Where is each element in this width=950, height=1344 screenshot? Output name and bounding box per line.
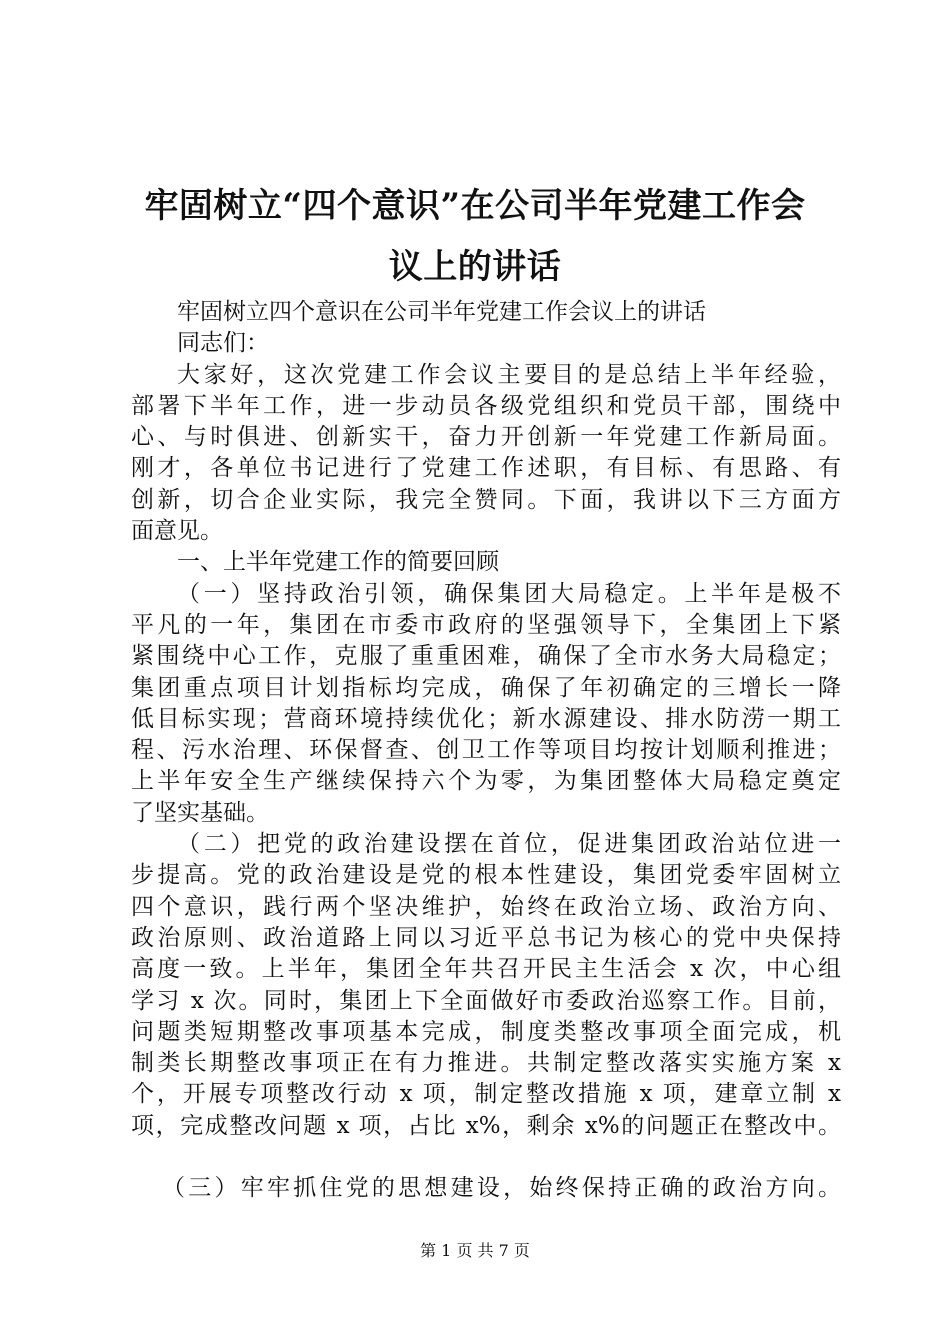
paragraph-line: 集团重点项目计划指标均完成，确保了年初确定的三增长一降 — [131, 674, 841, 701]
paragraph-line: 低目标实现；营商环境持续优化；新水源建设、排水防涝一期工 — [131, 705, 841, 732]
page-footer: 第 1 页 共 7 页 — [420, 1241, 530, 1260]
paragraph-line: 项，完成整改问题 x 项，占比 x%，剩余 x%的问题正在整改中。 — [131, 1112, 841, 1139]
paragraph-line: 政治原则、政治道路上同以习近平总书记为核心的党中央保持 — [131, 924, 841, 951]
paragraph-line: 大家好，这次党建工作会议主要目的是总结上半年经验， — [177, 361, 841, 388]
paragraph-line: 面意见。 — [131, 518, 223, 545]
paragraph-spacer — [131, 1142, 841, 1173]
document-title-line-1: 牢固树立“四个意识”在公司半年党建工作会 — [144, 186, 806, 226]
subtitle-line: 牢固树立四个意识在公司半年党建工作会议上的讲话 — [177, 299, 706, 325]
paragraph-line: 高度一致。上半年，集团全年共召开民主生活会 x 次，中心组 — [131, 956, 841, 983]
paragraph-line: 上半年安全生产继续保持六个为零，为集团整体大局稳定奠定 — [131, 768, 841, 795]
paragraph-line: 心、与时俱进、创新实干，奋力开创新一年党建工作新局面。 — [131, 424, 841, 451]
paragraph-line: 紧围绕中心工作，克服了重重困难，确保了全市水务大局稳定； — [131, 643, 841, 670]
salutation: 同志们： — [177, 330, 269, 357]
paragraph-line: （二）把党的政治建设摆在首位，促进集团政治站位进一 — [177, 831, 841, 858]
paragraph-line: 程、污水治理、环保督查、创卫工作等项目均按计划顺利推进； — [131, 737, 841, 764]
paragraph-line: （一）坚持政治引领，确保集团大局稳定。上半年是极不 — [177, 580, 841, 607]
paragraph-line: 学习 x 次。同时，集团上下全面做好市委政治巡察工作。目前， — [131, 987, 841, 1014]
paragraph-line: 步提高。党的政治建设是党的根本性建设，集团党委牢固树立 — [131, 862, 841, 889]
paragraph-line: 刚才，各单位书记进行了党建工作述职，有目标、有思路、有 — [131, 455, 841, 482]
paragraph-line: 了坚实基础。 — [131, 799, 269, 826]
paragraph-line: 制类长期整改事项正在有力推进。共制定整改落实实施方案 x — [131, 1050, 841, 1077]
paragraph-line: 平凡的一年，集团在市委市政府的坚强领导下，全集团上下紧 — [131, 611, 841, 638]
paragraph-line: 个，开展专项整改行动 x 项，制定整改措施 x 项，建章立制 x — [131, 1081, 841, 1108]
paragraph-line: 四个意识，践行两个坚决维护，始终在政治立场、政治方向、 — [131, 893, 841, 920]
document-body — [131, 297, 841, 1204]
paragraph-line: 部署下半年工作，进一步动员各级党组织和党员干部，围绕中 — [131, 392, 841, 419]
section-heading: 一、上半年党建工作的简要回顾 — [177, 549, 499, 576]
paragraph-line: 创新，切合企业实际，我完全赞同。下面，我讲以下三方面方 — [131, 486, 841, 513]
paragraph-line: （三）牢牢抓住党的思想建设，始终保持正确的政治方向。 — [162, 1175, 841, 1202]
document-title-line-2: 议上的讲话 — [388, 247, 562, 287]
paragraph-line: 问题类短期整改事项基本完成，制度类整改事项全面完成，机 — [131, 1018, 841, 1045]
